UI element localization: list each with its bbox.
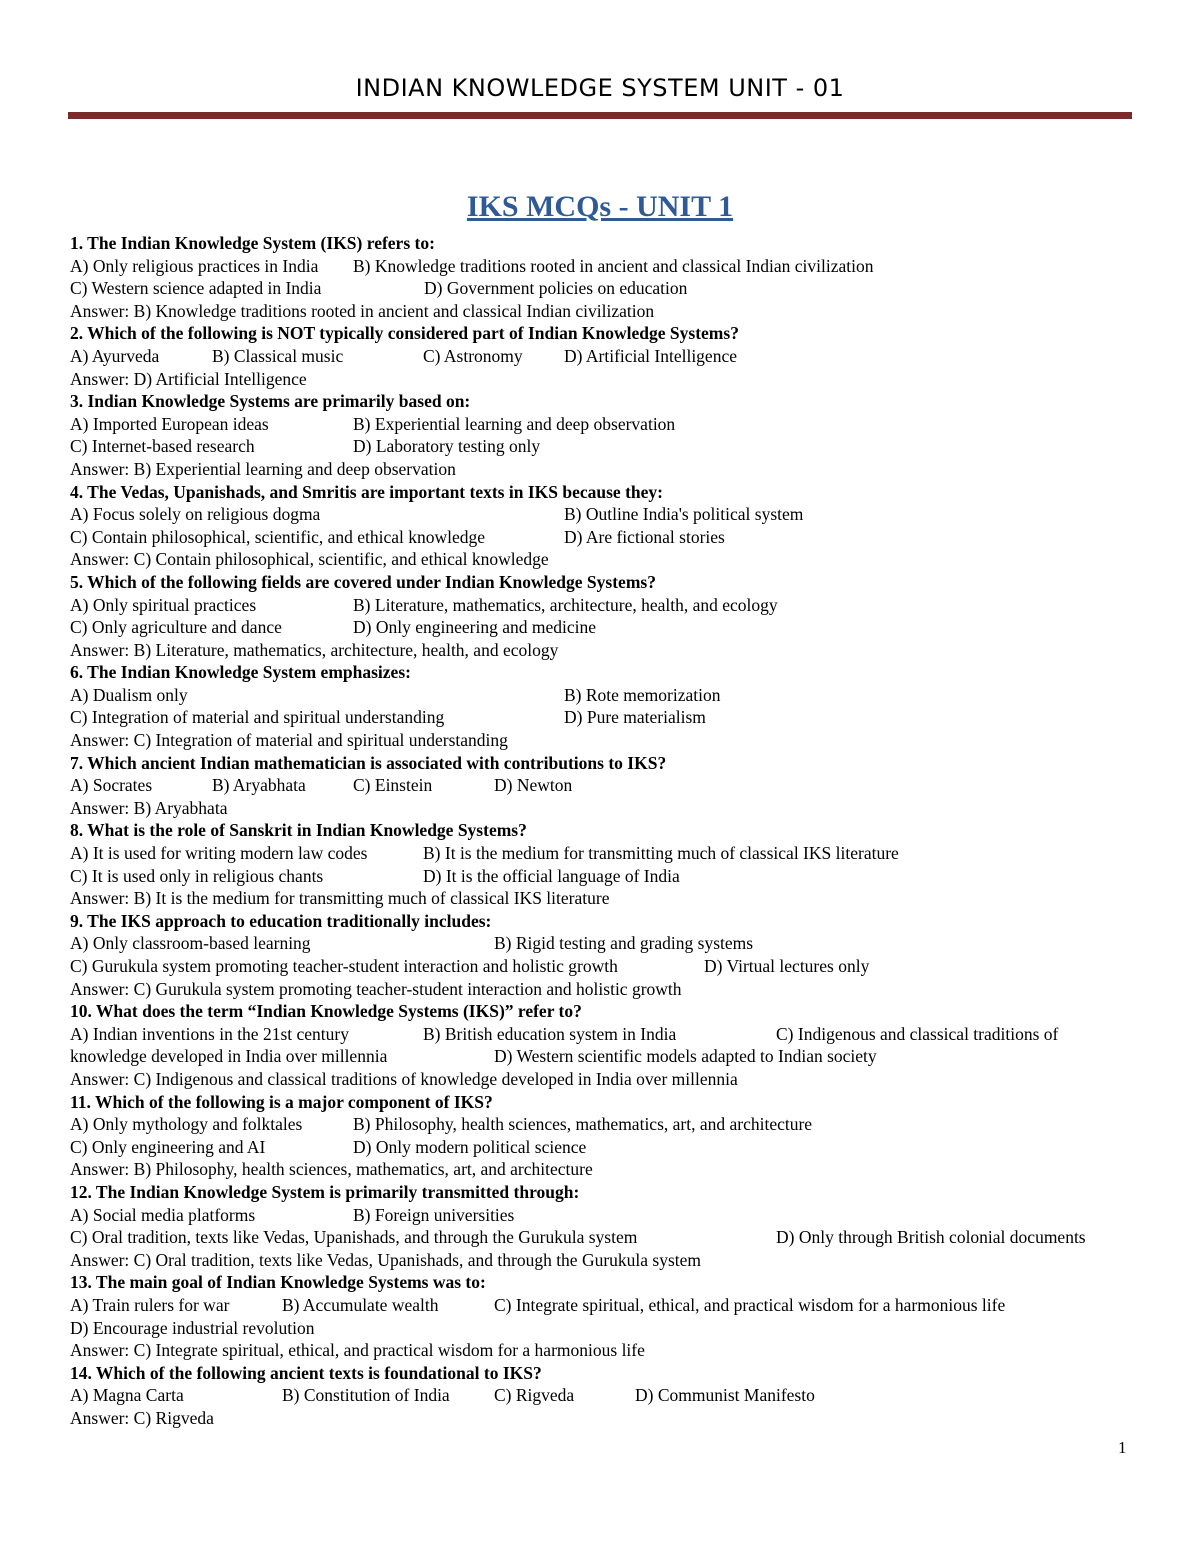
question-text: 12. The Indian Knowledge System is primarily transmitted through: xyxy=(70,1181,580,1202)
option-text: C) Only agriculture and dance xyxy=(70,617,282,638)
answer-text: Answer: B) Aryabhata xyxy=(70,797,228,818)
option-row xyxy=(70,865,1135,888)
option-row xyxy=(70,594,1135,617)
option-row xyxy=(70,1294,1135,1317)
answer-text: Answer: C) Gurukula system promoting teacher-student interaction and holistic growth xyxy=(70,978,682,999)
option-text: C) Integrate spiritual, ethical, and practical wisdom for a harmonious life xyxy=(494,1294,1006,1315)
question-text: 2. Which of the following is NOT typically considered part of Indian Knowledge Systems? xyxy=(70,323,739,344)
question-text: 1. The Indian Knowledge System (IKS) refers to: xyxy=(70,233,435,253)
option-text: D) Virtual lectures only xyxy=(704,956,870,976)
question-text: 5. Which of the following fields are covered under Indian Knowledge Systems? xyxy=(70,571,656,592)
option-text: D) Encourage industrial revolution xyxy=(70,1317,315,1338)
option-text: C) Integration of material and spiritual understanding xyxy=(70,707,445,728)
answer-text: Answer: B) Knowledge traditions rooted in ancient and classical Indian civilization xyxy=(70,300,655,321)
question-text: 11. Which of the following is a major component of IKS? xyxy=(70,1091,493,1112)
option-text: B) Constitution of India xyxy=(282,1385,450,1406)
option-row xyxy=(70,1023,1135,1046)
option-row xyxy=(70,774,1135,797)
question-text: 9. The IKS approach to education traditionally includes: xyxy=(70,910,492,931)
mcq-list xyxy=(70,232,1135,1429)
option-text: C) Internet-based research xyxy=(70,436,255,457)
question-text: 4. The Vedas, Upanishads, and Smritis are important texts in IKS because they: xyxy=(70,481,663,502)
option-text: C) Indigenous and classical traditions of xyxy=(776,1023,1059,1044)
option-text: B) Rigid testing and grading systems xyxy=(494,933,754,954)
option-text: B) Outline India's political system xyxy=(564,504,804,525)
option-text: D) Pure materialism xyxy=(564,707,706,728)
option-text: D) Newton xyxy=(494,775,573,796)
option-row xyxy=(70,1045,1135,1068)
answer-text: Answer: C) Integration of material and spiritual understanding xyxy=(70,730,508,751)
option-text: B) Accumulate wealth xyxy=(282,1294,439,1315)
answer-text: Answer: C) Rigveda xyxy=(70,1407,214,1428)
running-header: INDIAN KNOWLEDGE SYSTEM UNIT - 01 xyxy=(355,74,845,102)
option-row xyxy=(70,1136,1135,1159)
question-text: 14. Which of the following ancient texts is foundational to IKS? xyxy=(70,1362,542,1383)
page-title: IKS MCQs - UNIT 1 xyxy=(466,190,734,223)
question-text: 8. What is the role of Sanskrit in Indian Knowledge Systems? xyxy=(70,820,527,841)
option-text: B) Knowledge traditions rooted in ancient and classical Indian civilization xyxy=(353,255,874,276)
option-text: D) Government policies on education xyxy=(424,278,688,299)
option-text: A) Magna Carta xyxy=(70,1385,184,1406)
option-text: D) Only modern political science xyxy=(353,1136,587,1157)
option-text: C) Astronomy xyxy=(423,345,523,366)
option-text: B) Philosophy, health sciences, mathematics, art, and architecture xyxy=(353,1114,813,1135)
answer-text: Answer: C) Contain philosophical, scientific, and ethical knowledge xyxy=(70,549,549,570)
option-row xyxy=(70,345,1135,368)
option-text: C) Gurukula system promoting teacher-student interaction and holistic growth xyxy=(70,956,618,976)
option-row xyxy=(70,435,1135,458)
option-text: A) Ayurveda xyxy=(70,345,160,366)
option-text: D) Communist Manifesto xyxy=(635,1385,815,1406)
option-text: D) Artificial Intelligence xyxy=(564,345,737,366)
option-row xyxy=(70,526,1135,549)
option-text: C) It is used only in religious chants xyxy=(70,865,324,886)
option-row xyxy=(70,932,1135,955)
answer-text: Answer: B) Literature, mathematics, architecture, health, and ecology xyxy=(70,639,559,660)
option-row xyxy=(70,842,1135,865)
answer-text: Answer: B) Experiential learning and deep observation xyxy=(70,458,456,479)
option-text: B) Classical music xyxy=(212,345,344,366)
option-text: C) Rigveda xyxy=(494,1385,575,1406)
option-row xyxy=(70,413,1135,436)
option-text: D) Western scientific models adapted to Indian society xyxy=(494,1046,877,1067)
option-text: C) Einstein xyxy=(353,775,433,796)
option-text: B) British education system in India xyxy=(423,1023,677,1044)
page-number: 1 xyxy=(1118,1438,1127,1457)
answer-text: Answer: C) Oral tradition, texts like Vedas, Upanishads, and through the Gurukula system xyxy=(70,1249,702,1270)
option-text: B) Aryabhata xyxy=(212,775,306,796)
answer-text: Answer: C) Indigenous and classical traditions of knowledge developed in India over millennia xyxy=(70,1068,738,1089)
option-row xyxy=(70,1384,1135,1407)
option-text: D) Are fictional stories xyxy=(564,526,725,547)
option-row xyxy=(70,1226,1135,1249)
option-text: D) It is the official language of India xyxy=(423,865,680,886)
option-row xyxy=(70,684,1135,707)
option-text: A) Social media platforms xyxy=(70,1204,256,1225)
answer-text: Answer: B) It is the medium for transmitting much of classical IKS literature xyxy=(70,888,610,909)
option-text: C) Oral tradition, texts like Vedas, Upanishads, and through the Gurukula system xyxy=(70,1227,638,1248)
option-text: A) Focus solely on religious dogma xyxy=(70,504,321,525)
question-text: 7. Which ancient Indian mathematician is associated with contributions to IKS? xyxy=(70,752,667,773)
option-row xyxy=(70,277,1135,300)
option-text: D) Only through British colonial documents xyxy=(776,1227,1086,1248)
option-row xyxy=(70,616,1135,639)
question-text: 10. What does the term “Indian Knowledge Systems (IKS)” refer to? xyxy=(70,1001,582,1022)
option-text: C) Only engineering and AI xyxy=(70,1136,266,1157)
option-text: B) Foreign universities xyxy=(353,1204,515,1225)
option-text: C) Western science adapted in India xyxy=(70,278,322,299)
option-row xyxy=(70,255,1135,278)
option-row xyxy=(70,955,1135,978)
option-text: A) Imported European ideas xyxy=(70,413,269,434)
option-text: D) Laboratory testing only xyxy=(353,436,541,457)
option-text: B) It is the medium for transmitting much of classical IKS literature xyxy=(423,843,899,864)
option-text: A) Only mythology and folktales xyxy=(70,1114,303,1135)
option-text: A) Only religious practices in India xyxy=(70,255,319,276)
option-text: A) Only classroom-based learning xyxy=(70,933,311,954)
option-text: knowledge developed in India over millennia xyxy=(70,1046,388,1067)
option-text: C) Contain philosophical, scientific, and ethical knowledge xyxy=(70,526,486,547)
answer-text: Answer: D) Artificial Intelligence xyxy=(70,368,307,389)
option-row xyxy=(70,706,1135,729)
option-text: B) Rote memorization xyxy=(564,684,721,705)
option-text: A) Train rulers for war xyxy=(70,1294,230,1315)
question-text: 13. The main goal of Indian Knowledge Systems was to: xyxy=(70,1272,486,1293)
option-row xyxy=(70,1204,1135,1227)
option-row xyxy=(70,1317,1135,1340)
question-text: 3. Indian Knowledge Systems are primarily based on: xyxy=(70,391,471,412)
answer-text: Answer: C) Integrate spiritual, ethical, and practical wisdom for a harmonious life xyxy=(70,1340,645,1361)
option-text: A) Dualism only xyxy=(70,684,188,705)
option-text: A) Indian inventions in the 21st century xyxy=(70,1023,349,1044)
option-text: A) Socrates xyxy=(70,775,153,796)
answer-text: Answer: B) Philosophy, health sciences, mathematics, art, and architecture xyxy=(70,1159,593,1180)
option-text: A) Only spiritual practices xyxy=(70,594,257,615)
option-text: A) It is used for writing modern law codes xyxy=(70,843,368,864)
option-row xyxy=(70,1113,1135,1136)
question-text: 6. The Indian Knowledge System emphasizes: xyxy=(70,662,411,683)
header-rule xyxy=(68,112,1132,119)
option-text: B) Literature, mathematics, architecture, health, and ecology xyxy=(353,594,778,615)
option-text: B) Experiential learning and deep observation xyxy=(353,413,676,434)
option-text: D) Only engineering and medicine xyxy=(353,617,596,638)
option-row xyxy=(70,503,1135,526)
